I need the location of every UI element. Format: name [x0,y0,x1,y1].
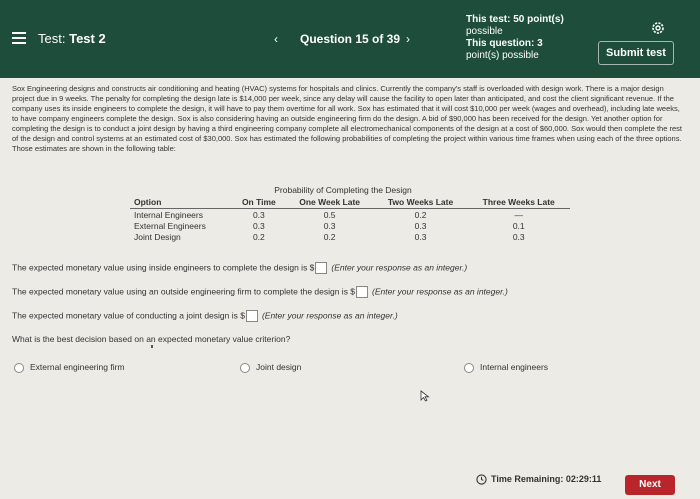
question-best-decision: What is the best decision based on an expected monetary value criterion? [12,334,291,344]
option-label: External engineering firm [30,362,125,372]
option-joint-design[interactable] [240,362,301,373]
next-button[interactable]: Next [625,475,675,495]
menu-icon[interactable] [12,32,26,44]
joint-emv-input[interactable] [246,310,258,322]
submit-test-button[interactable]: Submit test [598,41,674,65]
table-cell: 0.3 [512,231,525,242]
next-question-button[interactable]: › [406,32,410,46]
option-internal-engineers[interactable] [464,362,548,373]
question-text: The expected monetary value using an outside engineering firm to complete the design is $ [12,286,356,297]
stray-mark [151,345,153,348]
radio-button[interactable] [464,363,474,373]
radio-button[interactable] [14,363,24,373]
question-text: The expected monetary value of conducting a joint design is $ [12,310,245,321]
question-counter: Question 15 of 39 [300,32,401,46]
table-cell: Joint Design [134,231,181,242]
external-emv-input[interactable] [356,286,368,298]
problem-statement: Sox Engineering designs and constructs air conditioning and heating (HVAC) systems for hospitals and clinics. Currently the company's staff is overloaded with design work. There is a major design project due in 9 weeks. The penalty for completing the design late is $14,000 per week, since any delay will cause the facility to open later than anticipated, and cost the client significant revenue. If the company uses its inside engineers to complete the design, it will have to pay them overtime for all work. Sox has estimated that it will cost $10,000 per week (wages and overhead), including late weeks, to have company engineers complete the design. Sox is also considering having an outside engineering firm do the design. A bid of $90,000 has been received for the design. Yet another option for completing the design is to conduct a joint design by having a third engineering company complete all electromechanical components of the design at a cost of $60,000. Sox would then complete the rest of the design and control systems at an estimated cost of $30,000. Sox has estimated the following probabilities of completing the project within various time frames when using each of the three options. Those estimates are shown in the following table: [12,84,682,153]
time-remaining: Time Remaining: 02:29:11 [491,474,602,484]
table-cell: 0.5 [323,209,336,220]
question-external-emv [12,286,508,298]
table-cell: 0.1 [512,220,525,231]
points-info [466,14,586,62]
header-three-weeks-late: Three Weeks Late [467,196,570,209]
table-cell: 0.2 [414,209,427,220]
this-question-line1: This question: 3 [466,38,543,49]
table-cell: 0.3 [252,209,265,220]
input-hint: (Enter your response as an integer.) [331,262,468,273]
top-bar [0,0,700,78]
this-test-line2: possible [466,26,503,37]
table-cell: 0.3 [414,220,427,231]
option-label: Internal engineers [480,362,549,372]
header-option: Option [130,196,232,209]
probability-table [130,196,570,242]
table-cell: External Engineers [134,220,206,231]
test-prefix: Test: [38,31,66,46]
this-test-line1: This test: 50 point(s) [466,14,564,25]
question-text: The expected monetary value using inside engineers to complete the design is $ [12,262,315,273]
gear-icon[interactable] [650,20,666,36]
radio-button[interactable] [240,363,250,373]
header-on-time: On Time [232,196,286,209]
table-cell: 0.2 [323,231,336,242]
input-hint: (Enter your response as an integer.) [372,286,508,297]
table-row [130,220,570,231]
question-internal-emv [12,262,467,274]
table-cell: Internal Engineers [134,209,203,220]
table-cell: 0.3 [414,231,427,242]
internal-emv-input[interactable] [315,262,327,274]
header-two-weeks-late: Two Weeks Late [374,196,468,209]
table-header-row [130,196,570,209]
table-cell: 0.3 [252,220,265,231]
table-caption: Probability of Completing the Design [274,185,412,195]
this-question-line2: point(s) possible [466,50,539,61]
question-content [0,78,700,499]
table-row [130,231,570,242]
previous-question-button[interactable]: ‹ [274,32,278,46]
table-cell: — [514,209,523,220]
test-name: Test 2 [69,31,106,46]
test-title [38,31,106,46]
option-external-engineering-firm[interactable] [14,362,125,373]
table-cell: 0.2 [252,231,265,242]
mouse-cursor-icon [420,390,430,402]
table-cell: 0.3 [323,220,336,231]
header-one-week-late: One Week Late [286,196,374,209]
clock-icon [476,474,487,485]
input-hint: (Enter your response as an integer.) [261,310,398,321]
question-joint-emv [12,310,398,322]
option-label: Joint design [256,362,302,372]
table-row [130,209,570,221]
